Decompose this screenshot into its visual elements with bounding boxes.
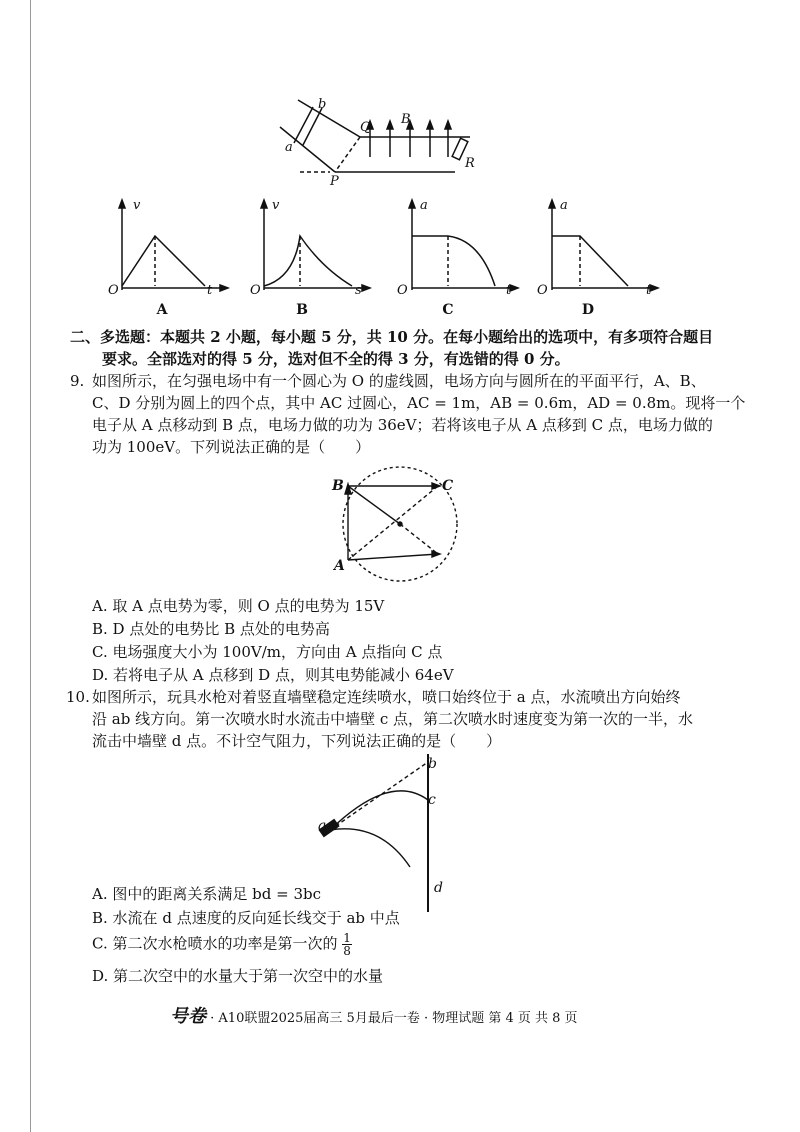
graph-C-yaxis: a (420, 198, 428, 213)
graph-A-xaxis: t (207, 283, 213, 298)
q10-label-a: a (318, 818, 327, 834)
arrow-icon (445, 121, 451, 129)
graph-C-xaxis: t (506, 283, 512, 298)
q9-option-B[interactable]: B. D 点处的电势比 B 点处的电势高 (92, 620, 330, 638)
graph-D-label: D (581, 302, 595, 318)
fraction-denominator: 8 (343, 944, 351, 958)
graph-B-label: B (296, 302, 308, 318)
q10-option-C[interactable] (92, 932, 772, 966)
q9-option-D[interactable]: D. 若将电子从 A 点移到 D 点，则其电势能减小 64eV (92, 666, 454, 684)
section-2-header (70, 326, 760, 370)
graph-A-label: A (156, 302, 168, 318)
q10-option-A[interactable]: A. 图中的距离关系满足 bd = 3bc (92, 885, 321, 903)
q10-options (92, 884, 772, 990)
q10-stem (92, 686, 772, 752)
q10-label-d: d (434, 880, 443, 896)
q10-label-c: c (428, 792, 436, 808)
q10-option-B[interactable]: B. 水流在 d 点速度的反向延长线交于 ab 中点 (92, 909, 400, 927)
q9-label-A: A (334, 558, 345, 574)
q10-number: 10. (66, 688, 90, 706)
label-Q: Q (360, 120, 371, 135)
q9-stem (92, 370, 772, 458)
graph-D-xaxis: t (646, 283, 652, 298)
q9-line: C、D 分别为圆上的四个点，其中 AC 过圆心，AC = 1m，AB = 0.6m，AD = 0.8m。现将一个 (92, 394, 746, 412)
q9-options (92, 596, 772, 688)
graph-C (400, 198, 520, 298)
arrow-icon (427, 121, 433, 129)
bar-ab (294, 107, 313, 143)
graph-C-origin: O (397, 283, 408, 298)
graph-D-yaxis: a (560, 198, 568, 213)
q9-option-A[interactable]: A. 取 A 点电势为零，则 O 点的电势为 15V (92, 597, 385, 615)
footer-logo: 号卷 (170, 1006, 206, 1027)
label-a: a (285, 140, 293, 155)
graph-B (252, 198, 372, 298)
rail-magnetic-field-figure (270, 95, 490, 195)
graph-B-xaxis: s (355, 283, 362, 298)
graph-B-origin: O (250, 283, 261, 298)
q9-label-B: B (332, 478, 344, 494)
graph-A-yaxis: v (133, 198, 141, 213)
dashed-PQ (335, 137, 360, 172)
q9-line: 电子从 A 点移动到 B 点，电场力做的功为 36eV；若将该电子从 A 点移到 C 点，电场力做的 (92, 416, 713, 434)
page-edge-line (30, 0, 31, 1132)
label-R: R (465, 156, 475, 171)
q9-label-C: C (442, 478, 454, 494)
q10-option-D[interactable]: D. 第二次空中的水量大于第一次空中的水量 (92, 967, 384, 985)
q10-line: 流击中墙壁 d 点。不计空气阻力，下列说法正确的是（ ） (92, 732, 502, 750)
graph-D (540, 198, 660, 298)
label-b: b (318, 97, 327, 112)
graph-A-origin: O (108, 283, 119, 298)
fraction-numerator: 1 (343, 931, 351, 945)
section-2-line-1: 二、多选题：本题共 2 小题，每小题 5 分，共 10 分。在每小题给出的选项中，有多项符合题目 (70, 328, 714, 346)
section-2-line-2: 要求。全部选对的得 5 分，选对但不全的得 3 分，有选错的得 0 分。 (102, 350, 570, 368)
q9-option-C[interactable]: C. 电场强度大小为 100V/m，方向由 A 点指向 C 点 (92, 643, 443, 661)
graph-C-label: C (442, 302, 454, 318)
q10-label-b: b (428, 756, 437, 772)
q10-line: 如图所示，玩具水枪对着竖直墙壁稳定连续喷水，喷口始终位于 a 点，水流喷出方向始终 (92, 688, 681, 706)
footer-text: · A10联盟2025届高三 5月最后一卷 · 物理试题 第 4 页 共 8 页 (210, 1011, 578, 1026)
q10-option-C-text: C. 第二次水枪喷水的功率是第一次的 (92, 934, 338, 953)
q9-number: 9. (70, 372, 85, 390)
label-B: B (401, 112, 411, 127)
graph-B-yaxis: v (272, 198, 280, 213)
q9-line: 功为 100eV。下列说法正确的是（ ） (92, 438, 371, 456)
q9-line: 如图所示，在匀强电场中有一个圆心为 O 的虚线圆，电场方向与圆所在的平面平行，A、B、 (92, 372, 706, 390)
graph-D-origin: O (537, 283, 548, 298)
fraction-one-eighth (342, 932, 352, 957)
arrow-icon (387, 121, 393, 129)
label-P: P (330, 174, 339, 189)
q10-line: 沿 ab 线方向。第一次喷水时水流击中墙壁 c 点，第二次喷水时速度变为第一次的一半，水 (92, 710, 694, 728)
page-footer (170, 1002, 770, 1028)
